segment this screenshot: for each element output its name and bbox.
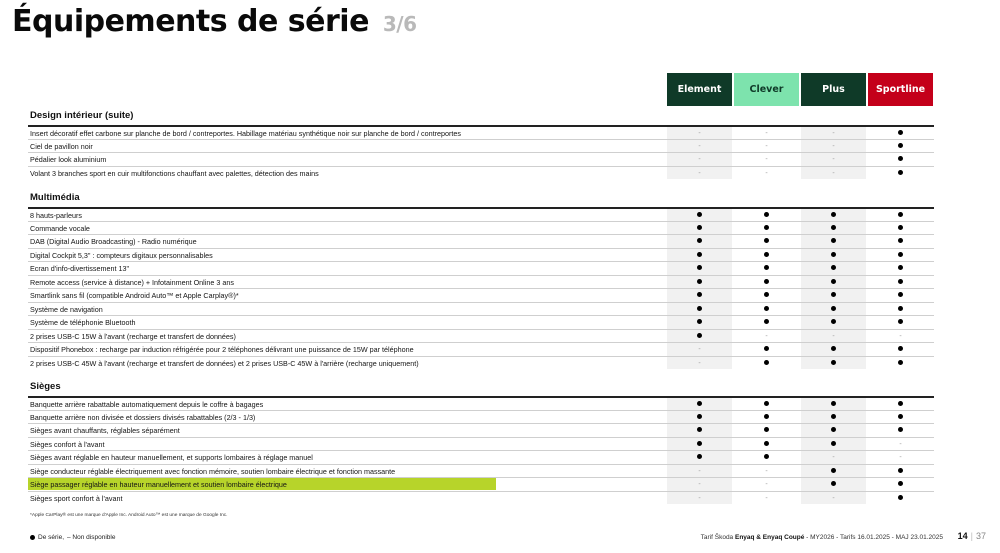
dot-icon bbox=[697, 252, 702, 257]
table-row bbox=[28, 329, 934, 343]
included-dot-icon bbox=[734, 209, 799, 221]
dot-icon bbox=[764, 252, 769, 257]
not-available-dash bbox=[734, 465, 799, 477]
included-dot-icon bbox=[734, 249, 799, 261]
included-dot-icon bbox=[667, 262, 732, 274]
included-dot-icon bbox=[868, 398, 933, 410]
included-dot-icon bbox=[868, 276, 933, 288]
not-available-dash bbox=[667, 343, 732, 355]
included-dot-icon bbox=[801, 316, 866, 328]
dot-icon bbox=[898, 319, 903, 324]
dash-mark: - bbox=[765, 332, 768, 340]
included-dot-icon bbox=[801, 465, 866, 477]
row-label: Système de téléphonie Bluetooth bbox=[30, 318, 136, 327]
included-dot-icon bbox=[868, 167, 933, 179]
dot-icon bbox=[898, 279, 903, 284]
section-title: Design intérieur (suite) bbox=[30, 110, 134, 121]
dash-mark: - bbox=[899, 454, 902, 461]
dot-icon bbox=[831, 306, 836, 311]
dot-icon bbox=[697, 319, 702, 324]
included-dot-icon bbox=[667, 289, 732, 301]
row-label: Ecran d'info-divertissement 13" bbox=[30, 264, 130, 273]
included-dot-icon bbox=[868, 249, 933, 261]
table-row bbox=[28, 450, 934, 464]
dash-mark: - bbox=[765, 494, 768, 502]
dot-icon bbox=[898, 346, 903, 351]
footnote: *Apple CarPlay® est une marque d'Apple Inc. Android Auto™ est une marque de Google Inc. bbox=[30, 513, 228, 518]
section-title: Multimédia bbox=[30, 192, 80, 203]
row-label: Sièges sport confort à l'avant bbox=[30, 493, 123, 503]
dash-mark: - bbox=[899, 440, 902, 448]
dash-mark: - bbox=[698, 142, 701, 150]
table-row bbox=[28, 139, 934, 153]
dot-icon bbox=[831, 212, 836, 217]
dot-icon bbox=[697, 212, 702, 217]
dot-icon bbox=[697, 454, 702, 459]
dash-mark: - bbox=[832, 169, 835, 177]
included-dot-icon bbox=[667, 249, 732, 261]
included-dot-icon bbox=[868, 235, 933, 247]
dot-icon bbox=[831, 481, 836, 486]
not-available-dash bbox=[667, 492, 732, 504]
dot-icon bbox=[697, 306, 702, 311]
not-available-dash bbox=[667, 357, 732, 369]
dash-mark: - bbox=[698, 156, 701, 163]
included-dot-icon bbox=[734, 276, 799, 288]
row-label: DAB (Digital Audio Broadcasting) - Radio numérique bbox=[30, 237, 197, 246]
table-row bbox=[28, 275, 934, 289]
dot-icon bbox=[764, 238, 769, 243]
included-dot-icon bbox=[734, 343, 799, 355]
not-available-dash bbox=[801, 330, 866, 342]
dash-mark: - bbox=[698, 169, 701, 177]
table-row bbox=[28, 302, 934, 316]
row-label: Digital Cockpit 5,3" : compteurs digitaux personnalisables bbox=[30, 250, 213, 260]
not-available-dash bbox=[868, 451, 933, 463]
not-available-dash bbox=[734, 127, 799, 139]
included-dot-icon bbox=[801, 222, 866, 234]
not-available-dash bbox=[734, 167, 799, 179]
row-label: Remote access (service à distance) + Infotainment Online 3 ans bbox=[30, 277, 234, 287]
included-dot-icon bbox=[734, 316, 799, 328]
dash-mark: - bbox=[698, 481, 701, 488]
included-dot-icon bbox=[801, 357, 866, 369]
page-separator: | bbox=[970, 531, 973, 541]
not-available-dash bbox=[734, 330, 799, 342]
dot-icon bbox=[898, 212, 903, 217]
table-row bbox=[28, 437, 934, 451]
included-dot-icon bbox=[667, 438, 732, 450]
table-row bbox=[28, 221, 934, 235]
included-dot-icon bbox=[801, 343, 866, 355]
not-available-dash bbox=[801, 153, 866, 165]
included-dot-icon bbox=[868, 289, 933, 301]
page-counter: 3/6 bbox=[382, 12, 417, 36]
included-dot-icon bbox=[801, 303, 866, 315]
dash-mark: - bbox=[832, 130, 835, 137]
included-dot-icon bbox=[667, 398, 732, 410]
not-available-dash bbox=[667, 478, 732, 490]
row-label: 8 hauts-parleurs bbox=[30, 211, 82, 220]
legend bbox=[30, 534, 115, 541]
dot-icon bbox=[764, 401, 769, 406]
included-dot-icon bbox=[667, 303, 732, 315]
row-label: Pédalier look aluminium bbox=[30, 155, 107, 164]
included-dot-icon bbox=[868, 153, 933, 165]
table-row bbox=[28, 396, 934, 410]
dot-icon bbox=[764, 441, 769, 446]
included-dot-icon bbox=[801, 424, 866, 436]
included-dot-icon bbox=[801, 289, 866, 301]
dash-mark: - bbox=[832, 332, 835, 340]
dot-icon bbox=[898, 130, 903, 135]
tarif-prefix: Tarif Škoda bbox=[700, 534, 734, 541]
included-dot-icon bbox=[801, 249, 866, 261]
included-dot-icon bbox=[801, 478, 866, 490]
included-dot-icon bbox=[667, 330, 732, 342]
row-label: 2 prises USB-C 45W à l'avant (recharge et transfert de données) et 2 prises USB-C 45W à l'arrière (recharge uniquement) bbox=[30, 358, 419, 368]
not-available-dash bbox=[801, 127, 866, 139]
dash-mark: - bbox=[698, 130, 701, 137]
dash-mark: - bbox=[765, 142, 768, 150]
dot-icon bbox=[764, 427, 769, 432]
not-available-dash bbox=[734, 153, 799, 165]
dash-mark: - bbox=[832, 156, 835, 163]
included-dot-icon bbox=[868, 209, 933, 221]
page-title-text: Équipements de série bbox=[12, 4, 369, 39]
dot-icon bbox=[831, 346, 836, 351]
dot-icon bbox=[831, 292, 836, 297]
included-dot-icon bbox=[667, 276, 732, 288]
dot-icon bbox=[898, 225, 903, 230]
trim-header-sportline: Sportline bbox=[868, 73, 933, 106]
included-dot-icon bbox=[734, 398, 799, 410]
table-row bbox=[28, 234, 934, 248]
included-dot-icon bbox=[868, 262, 933, 274]
included-dot-icon bbox=[734, 411, 799, 423]
table-row bbox=[28, 477, 934, 491]
included-dot-icon bbox=[667, 424, 732, 436]
included-dot-icon bbox=[734, 289, 799, 301]
dash-mark: - bbox=[765, 156, 768, 163]
included-dot-icon bbox=[868, 343, 933, 355]
dot-icon bbox=[898, 427, 903, 432]
table-row bbox=[28, 491, 934, 505]
table-row bbox=[28, 248, 934, 262]
included-dot-icon bbox=[868, 127, 933, 139]
table-row bbox=[28, 356, 934, 370]
dot-icon bbox=[831, 427, 836, 432]
included-dot-icon bbox=[801, 209, 866, 221]
dot-icon bbox=[764, 265, 769, 270]
dash-mark: - bbox=[698, 467, 701, 475]
not-available-dash bbox=[868, 330, 933, 342]
dot-icon bbox=[764, 292, 769, 297]
included-dot-icon bbox=[868, 465, 933, 477]
included-dot-icon bbox=[801, 438, 866, 450]
included-dot-icon bbox=[801, 235, 866, 247]
legend-not-available: – Non disponible bbox=[67, 534, 116, 541]
included-dot-icon bbox=[868, 492, 933, 504]
dot-icon bbox=[898, 414, 903, 419]
row-label: Ciel de pavillon noir bbox=[30, 141, 93, 151]
trim-column-headers bbox=[0, 73, 1000, 106]
dot-icon bbox=[898, 252, 903, 257]
dot-icon bbox=[898, 292, 903, 297]
legend-included: De série, bbox=[38, 534, 65, 541]
dot-icon bbox=[831, 252, 836, 257]
dot-icon bbox=[697, 333, 702, 338]
not-available-dash bbox=[667, 465, 732, 477]
row-label: Sièges avant chauffants, réglables séparément bbox=[30, 426, 180, 435]
not-available-dash bbox=[734, 140, 799, 152]
not-available-dash bbox=[868, 438, 933, 450]
row-label: Siège passager réglable en hauteur manuellement et soutien lombaire électrique bbox=[30, 480, 287, 489]
dash-mark: - bbox=[765, 481, 768, 488]
included-dot-icon bbox=[667, 316, 732, 328]
dot-icon bbox=[764, 454, 769, 459]
page-number bbox=[958, 531, 986, 541]
dot-icon bbox=[898, 306, 903, 311]
row-label: Dispositif Phonebox : recharge par induction réfrigérée pour 2 téléphones délivrant une puissance de 15W par téléphone bbox=[30, 345, 414, 354]
included-dot-icon bbox=[667, 222, 732, 234]
included-dot-icon bbox=[734, 424, 799, 436]
dot-icon bbox=[697, 427, 702, 432]
dot-icon bbox=[697, 238, 702, 243]
page-total: 37 bbox=[975, 531, 986, 541]
not-available-dash bbox=[801, 451, 866, 463]
included-dot-icon bbox=[868, 424, 933, 436]
trim-header-plus: Plus bbox=[801, 73, 866, 106]
dot-icon bbox=[697, 441, 702, 446]
table-row bbox=[28, 152, 934, 166]
dot-icon bbox=[831, 414, 836, 419]
dot-icon bbox=[831, 238, 836, 243]
dot-icon bbox=[831, 360, 836, 365]
dot-icon bbox=[764, 306, 769, 311]
page-current: 14 bbox=[957, 531, 968, 541]
row-label: Insert décoratif effet carbone sur planche de bord / contreportes. Habillage matériau synthétique noir sur planche de bord / contreportes bbox=[30, 129, 461, 138]
dot-icon bbox=[764, 225, 769, 230]
included-dot-icon bbox=[734, 303, 799, 315]
table-row bbox=[28, 423, 934, 437]
table-row bbox=[28, 261, 934, 275]
dot-icon bbox=[898, 238, 903, 243]
dot-icon bbox=[764, 279, 769, 284]
row-label: Sièges confort à l'avant bbox=[30, 439, 105, 449]
included-dot-icon bbox=[868, 140, 933, 152]
dash-mark: - bbox=[832, 142, 835, 150]
row-label: Banquette arrière non divisée et dossiers divisés rabattables (2/3 - 1/3) bbox=[30, 412, 256, 422]
row-label: Commande vocale bbox=[30, 223, 90, 233]
included-dot-icon bbox=[868, 357, 933, 369]
dash-mark: - bbox=[832, 454, 835, 461]
tarif-models: Enyaq & Enyaq Coupé bbox=[735, 534, 805, 541]
section-title: Sièges bbox=[30, 381, 61, 392]
included-dot-icon bbox=[801, 398, 866, 410]
dot-icon bbox=[898, 143, 903, 148]
dash-mark: - bbox=[765, 169, 768, 177]
row-label: Système de navigation bbox=[30, 304, 103, 314]
dash-mark: - bbox=[832, 494, 835, 502]
dot-icon bbox=[898, 156, 903, 161]
dot-icon bbox=[764, 212, 769, 217]
included-dot-icon bbox=[667, 451, 732, 463]
not-available-dash bbox=[667, 153, 732, 165]
dot-icon bbox=[898, 401, 903, 406]
included-dot-icon bbox=[667, 235, 732, 247]
not-available-dash bbox=[667, 140, 732, 152]
table-row bbox=[28, 464, 934, 478]
table-row bbox=[28, 342, 934, 356]
dot-icon bbox=[831, 468, 836, 473]
dot-icon bbox=[764, 319, 769, 324]
dot-icon bbox=[30, 535, 35, 540]
included-dot-icon bbox=[868, 222, 933, 234]
trim-header-element: Element bbox=[667, 73, 732, 106]
not-available-dash bbox=[667, 127, 732, 139]
dot-icon bbox=[831, 401, 836, 406]
dot-icon bbox=[831, 441, 836, 446]
table-row bbox=[28, 315, 934, 329]
included-dot-icon bbox=[801, 411, 866, 423]
included-dot-icon bbox=[868, 316, 933, 328]
dot-icon bbox=[831, 319, 836, 324]
row-label: Banquette arrière rabattable automatiquement depuis le coffre à bagages bbox=[30, 400, 264, 409]
dash-mark: - bbox=[698, 346, 701, 353]
dash-mark: - bbox=[899, 332, 902, 340]
dash-mark: - bbox=[765, 130, 768, 137]
included-dot-icon bbox=[734, 235, 799, 247]
dash-mark: - bbox=[765, 467, 768, 475]
dot-icon bbox=[697, 401, 702, 406]
included-dot-icon bbox=[801, 262, 866, 274]
row-label: 2 prises USB-C 15W à l'avant (recharge et transfert de données) bbox=[30, 331, 236, 341]
row-label: Volant 3 branches sport en cuir multifonctions chauffant avec palettes, détection des mains bbox=[30, 168, 319, 178]
dot-icon bbox=[697, 225, 702, 230]
row-label: Smartlink sans fil (compatible Android Auto™ et Apple Carplay®)* bbox=[30, 291, 239, 300]
not-available-dash bbox=[734, 492, 799, 504]
dot-icon bbox=[831, 265, 836, 270]
dash-mark: - bbox=[698, 359, 701, 367]
dot-icon bbox=[898, 468, 903, 473]
included-dot-icon bbox=[868, 411, 933, 423]
included-dot-icon bbox=[734, 262, 799, 274]
included-dot-icon bbox=[734, 222, 799, 234]
dot-icon bbox=[697, 279, 702, 284]
included-dot-icon bbox=[734, 357, 799, 369]
included-dot-icon bbox=[734, 438, 799, 450]
table-row bbox=[28, 166, 934, 180]
dash-mark: - bbox=[698, 494, 701, 502]
dot-icon bbox=[831, 225, 836, 230]
trim-header-clever: Clever bbox=[734, 73, 799, 106]
dot-icon bbox=[764, 414, 769, 419]
included-dot-icon bbox=[667, 411, 732, 423]
dot-icon bbox=[697, 414, 702, 419]
table-row bbox=[28, 207, 934, 221]
dot-icon bbox=[898, 170, 903, 175]
dot-icon bbox=[898, 360, 903, 365]
not-available-dash bbox=[801, 492, 866, 504]
tarif-info bbox=[701, 534, 943, 541]
dot-icon bbox=[898, 481, 903, 486]
table-row bbox=[28, 410, 934, 424]
dot-icon bbox=[697, 265, 702, 270]
row-label: Sièges avant réglable en hauteur manuellement, et supports lombaires à réglage manuel bbox=[30, 453, 313, 462]
dot-icon bbox=[831, 279, 836, 284]
not-available-dash bbox=[801, 167, 866, 179]
not-available-dash bbox=[734, 478, 799, 490]
dot-icon bbox=[898, 495, 903, 500]
row-label: Siège conducteur réglable électriquement avec fonction mémoire, soutien lombaire électrique et fonction massante bbox=[30, 466, 396, 476]
not-available-dash bbox=[801, 140, 866, 152]
table-row bbox=[28, 288, 934, 302]
dot-icon bbox=[764, 360, 769, 365]
not-available-dash bbox=[667, 167, 732, 179]
dot-icon bbox=[898, 265, 903, 270]
included-dot-icon bbox=[801, 276, 866, 288]
included-dot-icon bbox=[734, 451, 799, 463]
dot-icon bbox=[697, 292, 702, 297]
tarif-suffix: - MY2026 - Tarifs 16.01.2025 - MAJ 23.01.2025 bbox=[806, 534, 943, 541]
included-dot-icon bbox=[667, 209, 732, 221]
table-row bbox=[28, 125, 934, 139]
included-dot-icon bbox=[868, 303, 933, 315]
included-dot-icon bbox=[868, 478, 933, 490]
page-title bbox=[12, 4, 417, 39]
dot-icon bbox=[764, 346, 769, 351]
